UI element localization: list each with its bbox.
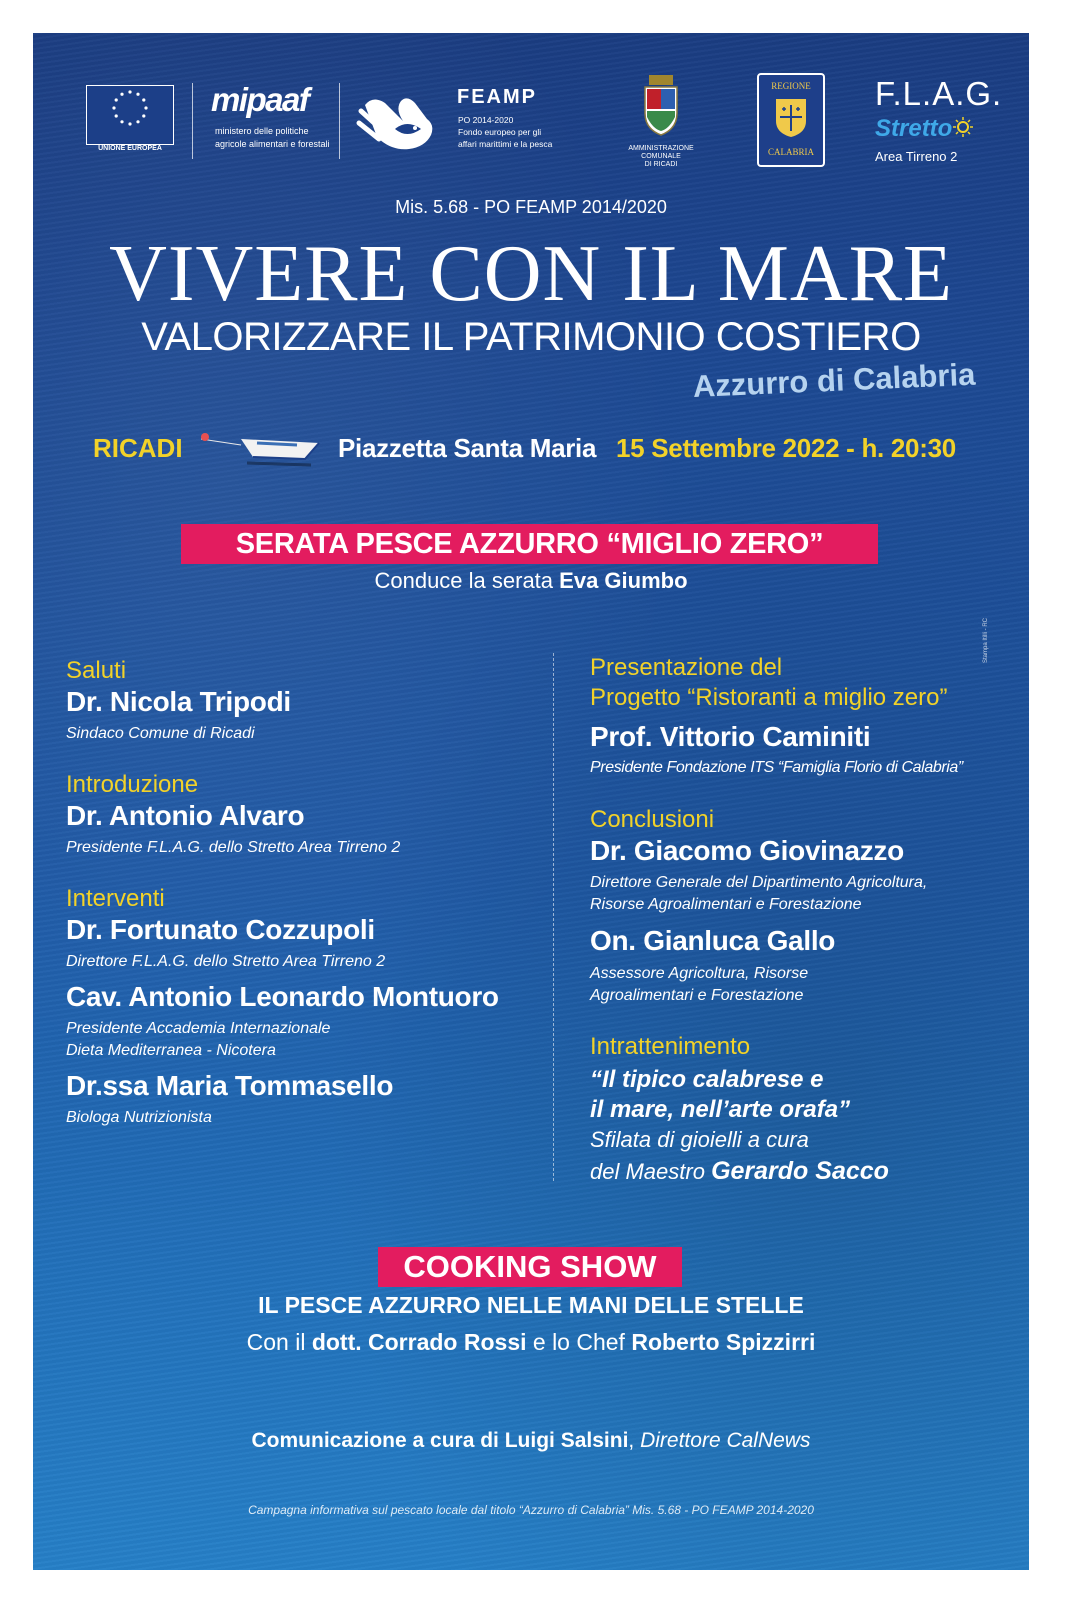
- cooking-with-prefix: Con il: [246, 1329, 306, 1355]
- presentazione-label: Presentazione del: [590, 654, 783, 681]
- interventi-speaker-role: Presidente Accademia Internazionale: [66, 1020, 331, 1037]
- saluti-speaker-role: Sindaco Comune di Ricadi: [66, 725, 255, 742]
- intrattenimento-description: Sfilata di gioielli a cura: [590, 1127, 809, 1152]
- conclusioni-speaker-role: Direttore Generale del Dipartimento Agricoltura,: [590, 874, 928, 891]
- introduzione-label: Introduzione: [66, 771, 199, 798]
- cooking-show-title: COOKING SHOW: [378, 1247, 682, 1287]
- intrattenimento-quote: “Il tipico calabrese e: [590, 1066, 824, 1093]
- event-town: RICADI: [93, 433, 183, 463]
- serata-host-name: Eva Giumbo: [559, 568, 688, 593]
- interventi-speaker-role: Biologa Nutrizionista: [66, 1109, 212, 1126]
- intrattenimento-label: Intrattenimento: [590, 1033, 751, 1060]
- poster: [33, 33, 1029, 1570]
- eu-flag-logo: [86, 85, 174, 145]
- saluti-label: Saluti: [66, 657, 127, 684]
- comunicazione-separator: ,: [628, 1429, 641, 1452]
- interventi-speaker-role: Direttore F.L.A.G. dello Stretto Area Tirreno 2: [66, 953, 386, 970]
- cooking-show-subtitle: IL PESCE AZZURRO NELLE MANI DELLE STELLE: [258, 1292, 804, 1318]
- ricadi-caption-line: AMMINISTRAZIONE: [628, 145, 694, 152]
- serata-host: [33, 568, 1029, 594]
- introduzione-speaker-name: Dr. Antonio Alvaro: [66, 800, 305, 831]
- flag-stretto-logo: Stretto: [875, 115, 953, 142]
- page-title: VIVERE CON IL MARE: [109, 230, 953, 318]
- printer-credit: [983, 593, 997, 663]
- comunicazione-prefix: Comunicazione a cura di: [251, 1429, 499, 1452]
- interventi-speaker-name: Cav. Antonio Leonardo Montuoro: [66, 981, 499, 1012]
- presentazione-speaker-name: Prof. Vittorio Caminiti: [590, 721, 871, 752]
- eu-stars-icon: [87, 86, 173, 130]
- printer-credit-text: Stampa Itilli - RC: [983, 617, 989, 663]
- conclusioni-speaker-role: Agroalimentari e Forestazione: [590, 987, 804, 1004]
- saluti-speaker-name: Dr. Nicola Tripodi: [66, 686, 291, 717]
- serata-host-prefix: Conduce la serata: [374, 568, 554, 593]
- cooking-with-middle: e lo Chef: [532, 1329, 625, 1355]
- column-divider: [553, 653, 554, 1181]
- conclusioni-speaker-role: Assessore Agricoltura, Risorse: [590, 965, 809, 982]
- eu-label: UNIONE EUROPEA: [98, 145, 162, 152]
- logo-divider: [192, 83, 193, 159]
- introduzione-speaker-role: Presidente F.L.A.G. dello Stretto Area Tirreno 2: [66, 839, 401, 856]
- comunicazione-role: Direttore CalNews: [640, 1429, 811, 1452]
- comunicazione-name: Luigi Salsini: [504, 1429, 629, 1452]
- ricadi-caption-line: COMUNALE: [641, 153, 681, 160]
- regione-top-label: REGIONE: [771, 81, 811, 91]
- event-place: Piazzetta Santa Maria: [338, 433, 597, 463]
- tagline: Azzurro di Calabria: [692, 356, 976, 404]
- interventi-label: Interventi: [66, 885, 165, 912]
- serata-title: SERATA PESCE AZZURRO “MIGLIO ZERO”: [181, 524, 878, 564]
- regione-bottom-label: CALABRIA: [767, 147, 814, 157]
- presentazione-label: Progetto “Ristoranti a miglio zero”: [590, 684, 948, 711]
- ricadi-caption-line: DI RICADI: [644, 161, 678, 168]
- interventi-speaker-name: Dr. Fortunato Cozzupoli: [66, 914, 375, 945]
- cooking-guest: Roberto Spizzirri: [631, 1329, 816, 1355]
- mipaaf-caption-line: ministero delle politiche: [215, 126, 309, 136]
- sun-icon: [953, 117, 973, 142]
- flag-area-label: Area Tirreno 2: [875, 149, 958, 164]
- logo-divider: [339, 83, 340, 159]
- comunicazione-line: [33, 1429, 1029, 1453]
- event-datetime: 15 Settembre 2022 - h. 20:30: [616, 433, 956, 463]
- cooking-guest: dott. Corrado Rossi: [311, 1329, 527, 1355]
- feamp-caption-line: affari marittimi e la pesca: [458, 139, 553, 149]
- feamp-caption-line: Fondo europeo per gli: [458, 127, 542, 137]
- intrattenimento-maestro-line: [590, 1157, 889, 1186]
- feamp-caption-line: PO 2014-2020: [458, 115, 514, 125]
- interventi-speaker-role: Dieta Mediterranea - Nicotera: [66, 1042, 276, 1059]
- regione-shield-icon: [774, 97, 808, 139]
- ricadi-caption: [615, 145, 707, 169]
- feamp-hand-fish-icon: [355, 85, 447, 157]
- feamp-logo: FEAMP: [457, 86, 537, 108]
- measure-label: Mis. 5.68 - PO FEAMP 2014/2020: [395, 197, 667, 217]
- maestro-name: Gerardo Sacco: [711, 1157, 889, 1185]
- mipaaf-logo: mipaaf: [211, 81, 309, 118]
- feamp-caption: [458, 114, 552, 150]
- intrattenimento-quote: il mare, nell’arte orafa”: [590, 1096, 851, 1123]
- flag-logo: F.L.A.G.: [875, 75, 1003, 112]
- boat-icon: [201, 429, 325, 467]
- presentazione-speaker-role: Presidente Fondazione ITS “Famiglia Florio di Calabria”: [590, 759, 963, 776]
- ricadi-coat-of-arms-icon: [639, 73, 683, 139]
- interventi-speaker-name: Dr.ssa Maria Tommasello: [66, 1070, 394, 1101]
- conclusioni-speaker-role: Risorse Agroalimentari e Forestazione: [590, 896, 862, 913]
- regione-calabria-logo: [757, 73, 825, 167]
- conclusioni-speaker-name: Dr. Giacomo Giovinazzo: [590, 835, 904, 866]
- mipaaf-caption-line: agricole alimentari e forestali: [215, 139, 330, 149]
- maestro-prefix: del Maestro: [590, 1159, 705, 1184]
- footer-note: Campagna informativa sul pescato locale dal titolo “Azzurro di Calabria” Mis. 5.68 - PO FEAMP 2014-2020: [248, 1503, 814, 1517]
- conclusioni-speaker-name: On. Gianluca Gallo: [590, 925, 836, 956]
- page-subtitle: VALORIZZARE IL PATRIMONIO COSTIERO: [141, 315, 921, 359]
- mipaaf-caption: [215, 125, 330, 151]
- conclusioni-label: Conclusioni: [590, 806, 715, 833]
- cooking-show-guests: [33, 1329, 1029, 1356]
